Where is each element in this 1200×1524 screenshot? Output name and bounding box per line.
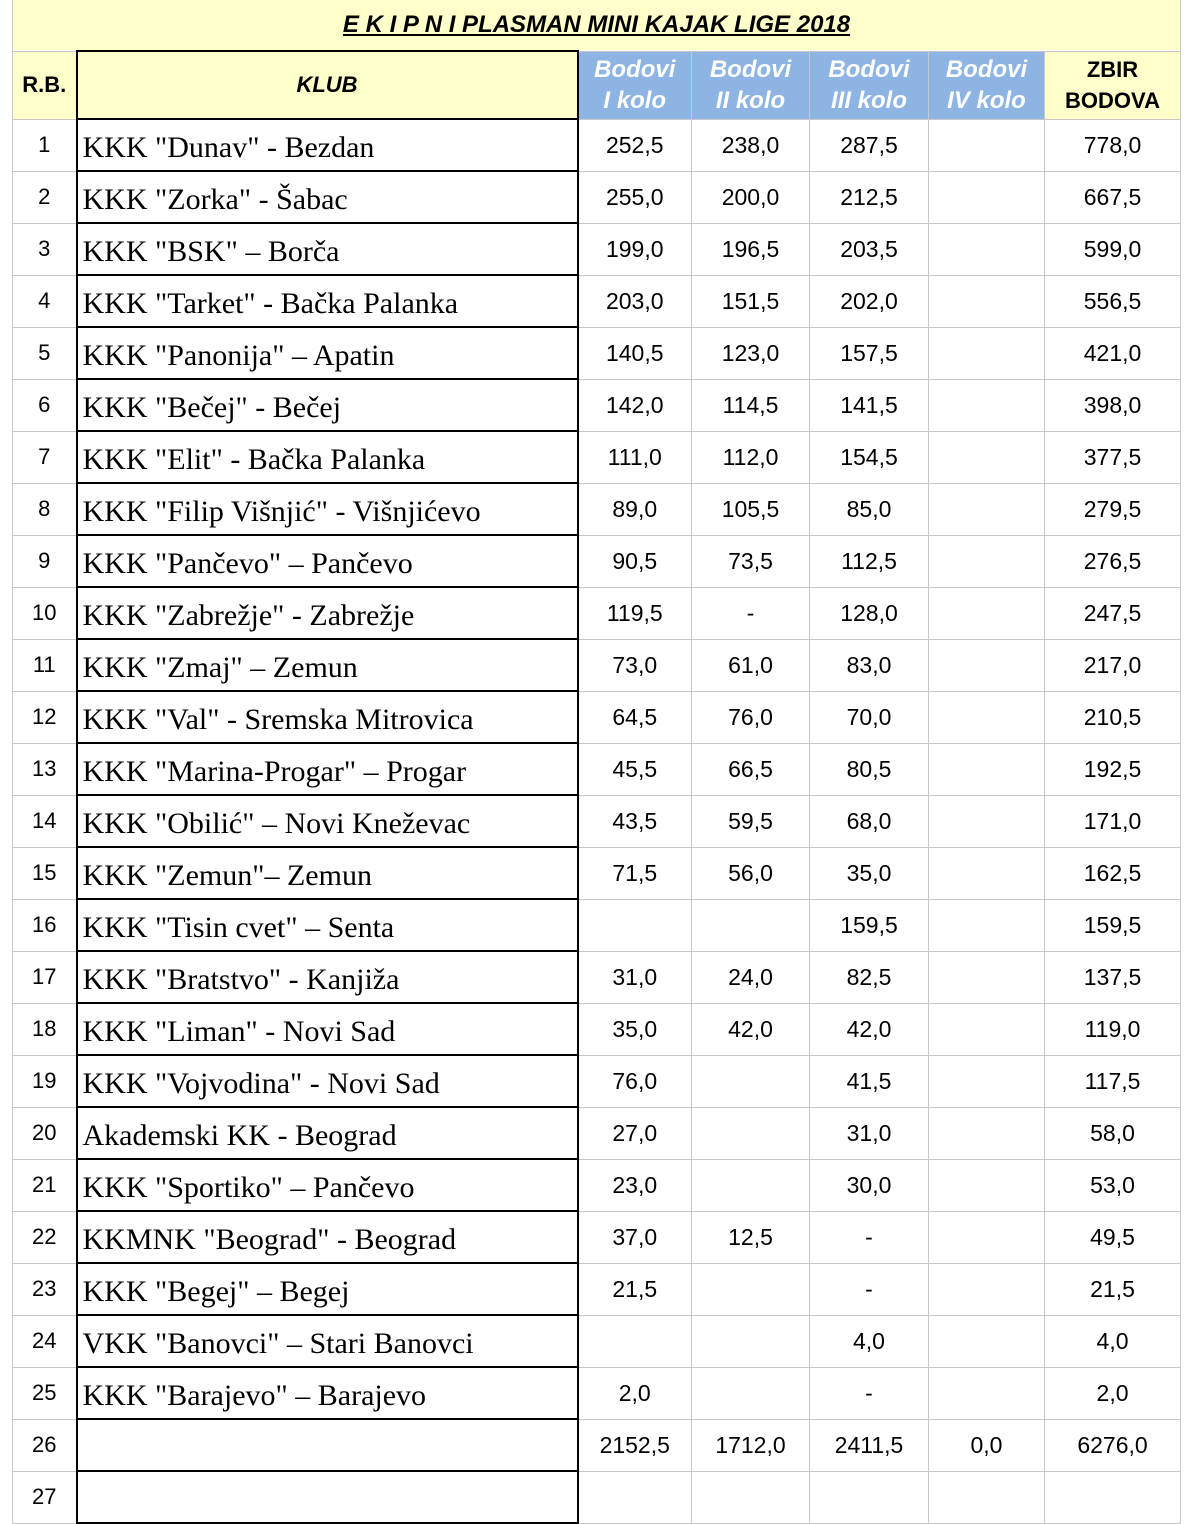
table-row — [13, 1211, 1181, 1263]
table-row — [13, 1367, 1181, 1419]
round-2-cell: 123,0 — [692, 327, 810, 379]
rank-cell: 15 — [13, 847, 77, 899]
total-cell: 778,0 — [1045, 119, 1181, 171]
round-1-cell: 142,0 — [578, 379, 692, 431]
header-zbir — [1045, 51, 1181, 119]
round-4-cell — [929, 119, 1045, 171]
club-cell: VKK "Banovci" – Stari Banovci — [77, 1315, 578, 1367]
club-cell: KKK "Barajevo" – Barajevo — [77, 1367, 578, 1419]
round-1-cell: 27,0 — [578, 1107, 692, 1159]
rank-cell: 25 — [13, 1367, 77, 1419]
table-row — [13, 587, 1181, 639]
club-cell: KKK "Zmaj" – Zemun — [77, 639, 578, 691]
round-2-cell — [692, 1315, 810, 1367]
rank-cell: 4 — [13, 275, 77, 327]
total-cell: 21,5 — [1045, 1263, 1181, 1315]
rank-cell: 12 — [13, 691, 77, 743]
round-1-cell: 45,5 — [578, 743, 692, 795]
total-cell: 137,5 — [1045, 951, 1181, 1003]
club-cell: KKK "Pančevo" – Pančevo — [77, 535, 578, 587]
table-row — [13, 639, 1181, 691]
rank-cell: 26 — [13, 1419, 77, 1471]
round-2-cell: 73,5 — [692, 535, 810, 587]
round-3-cell: 35,0 — [810, 847, 929, 899]
round-2-cell: 56,0 — [692, 847, 810, 899]
club-cell: KKK "Begej" – Begej — [77, 1263, 578, 1315]
total-cell: 49,5 — [1045, 1211, 1181, 1263]
table-row — [13, 379, 1181, 431]
rank-cell: 9 — [13, 535, 77, 587]
table-title: E K I P N I PLASMAN MINI KAJAK LIGE 2018 — [13, 0, 1181, 51]
round-4-cell — [929, 639, 1045, 691]
round-2-cell: 61,0 — [692, 639, 810, 691]
round-1-cell: 199,0 — [578, 223, 692, 275]
table-row — [13, 327, 1181, 379]
round-4-cell — [929, 275, 1045, 327]
table-row — [13, 899, 1181, 951]
club-cell: KKK "Zorka" - Šabac — [77, 171, 578, 223]
table-row — [13, 1419, 1181, 1471]
header-round-4-line1: Bodovi — [945, 56, 1028, 83]
round-2-cell: 238,0 — [692, 119, 810, 171]
round-4-cell — [929, 171, 1045, 223]
round-2-cell — [692, 899, 810, 951]
round-3-cell: 80,5 — [810, 743, 929, 795]
club-cell: KKK "BSK" – Borča — [77, 223, 578, 275]
round-3-cell: 68,0 — [810, 795, 929, 847]
round-1-cell: 252,5 — [578, 119, 692, 171]
round-2-cell: - — [692, 587, 810, 639]
round-1-cell — [578, 899, 692, 951]
club-cell: Akademski KK - Beograd — [77, 1107, 578, 1159]
rank-cell: 13 — [13, 743, 77, 795]
club-cell: KKK "Obilić" – Novi Kneževac — [77, 795, 578, 847]
club-cell: KKK "Panonija" – Apatin — [77, 327, 578, 379]
rank-cell: 7 — [13, 431, 77, 483]
round-4-cell — [929, 1211, 1045, 1263]
table-row — [13, 223, 1181, 275]
round-2-cell — [692, 1367, 810, 1419]
table-row — [13, 431, 1181, 483]
round-2-cell: 24,0 — [692, 951, 810, 1003]
round-1-cell: 21,5 — [578, 1263, 692, 1315]
round-2-cell: 66,5 — [692, 743, 810, 795]
round-2-cell: 151,5 — [692, 275, 810, 327]
table-row — [13, 483, 1181, 535]
round-3-cell: 212,5 — [810, 171, 929, 223]
total-cell: 398,0 — [1045, 379, 1181, 431]
round-1-cell: 31,0 — [578, 951, 692, 1003]
total-cell: 276,5 — [1045, 535, 1181, 587]
total-cell: 192,5 — [1045, 743, 1181, 795]
round-3-cell: 85,0 — [810, 483, 929, 535]
header-round-3-line1: Bodovi — [828, 56, 910, 83]
total-cell: 377,5 — [1045, 431, 1181, 483]
table-row — [13, 275, 1181, 327]
rank-cell: 27 — [13, 1471, 77, 1523]
round-4-cell — [929, 899, 1045, 951]
table-row — [13, 1159, 1181, 1211]
table-row — [13, 951, 1181, 1003]
club-cell: KKK "Zabrežje" - Zabrežje — [77, 587, 578, 639]
round-2-cell — [692, 1159, 810, 1211]
club-cell: KKK "Filip Višnjić" - Višnjićevo — [77, 483, 578, 535]
club-cell: KKK "Elit" - Bačka Palanka — [77, 431, 578, 483]
club-cell — [77, 1471, 578, 1523]
round-1-cell: 23,0 — [578, 1159, 692, 1211]
rank-cell: 10 — [13, 587, 77, 639]
total-cell: 667,5 — [1045, 171, 1181, 223]
round-2-cell: 59,5 — [692, 795, 810, 847]
table-row — [13, 743, 1181, 795]
round-1-cell: 43,5 — [578, 795, 692, 847]
round-1-cell: 90,5 — [578, 535, 692, 587]
header-zbir-line1: ZBIR — [1086, 57, 1139, 82]
club-cell: KKK "Vojvodina" - Novi Sad — [77, 1055, 578, 1107]
table-row — [13, 1263, 1181, 1315]
round-3-cell: - — [810, 1263, 929, 1315]
total-cell: 53,0 — [1045, 1159, 1181, 1211]
total-cell: 599,0 — [1045, 223, 1181, 275]
round-4-cell — [929, 379, 1045, 431]
round-2-cell: 105,5 — [692, 483, 810, 535]
round-2-cell: 196,5 — [692, 223, 810, 275]
club-cell: KKK "Liman" - Novi Sad — [77, 1003, 578, 1055]
round-3-cell: 154,5 — [810, 431, 929, 483]
club-cell: KKK "Sportiko" – Pančevo — [77, 1159, 578, 1211]
total-cell — [1045, 1471, 1181, 1523]
round-4-cell — [929, 327, 1045, 379]
rank-cell: 1 — [13, 119, 77, 171]
round-2-cell — [692, 1055, 810, 1107]
total-cell: 171,0 — [1045, 795, 1181, 847]
standings-table — [12, 0, 1181, 1524]
header-round-2-line2: II kolo — [715, 87, 786, 114]
round-4-cell — [929, 951, 1045, 1003]
total-cell: 58,0 — [1045, 1107, 1181, 1159]
round-3-cell: 128,0 — [810, 587, 929, 639]
total-cell: 217,0 — [1045, 639, 1181, 691]
round-2-cell — [692, 1471, 810, 1523]
round-3-cell: 203,5 — [810, 223, 929, 275]
rank-cell: 17 — [13, 951, 77, 1003]
round-2-cell: 200,0 — [692, 171, 810, 223]
round-1-cell: 2152,5 — [578, 1419, 692, 1471]
table-row — [13, 1055, 1181, 1107]
round-4-cell — [929, 587, 1045, 639]
header-row — [13, 51, 1181, 119]
total-cell: 247,5 — [1045, 587, 1181, 639]
round-3-cell: - — [810, 1211, 929, 1263]
round-4-cell — [929, 1159, 1045, 1211]
header-round-1-line1: Bodovi — [594, 56, 676, 83]
round-4-cell — [929, 1107, 1045, 1159]
rank-cell: 2 — [13, 171, 77, 223]
round-3-cell: 42,0 — [810, 1003, 929, 1055]
round-4-cell — [929, 691, 1045, 743]
total-cell: 4,0 — [1045, 1315, 1181, 1367]
round-4-cell — [929, 1471, 1045, 1523]
table-row — [13, 691, 1181, 743]
header-zbir-line2: BODOVA — [1065, 88, 1160, 113]
round-1-cell: 37,0 — [578, 1211, 692, 1263]
rank-cell: 21 — [13, 1159, 77, 1211]
round-3-cell: 141,5 — [810, 379, 929, 431]
round-3-cell: 202,0 — [810, 275, 929, 327]
round-2-cell: 112,0 — [692, 431, 810, 483]
round-3-cell — [810, 1471, 929, 1523]
club-cell: KKK "Val" - Sremska Mitrovica — [77, 691, 578, 743]
club-cell: KKK "Dunav" - Bezdan — [77, 119, 578, 171]
round-4-cell — [929, 743, 1045, 795]
round-1-cell: 73,0 — [578, 639, 692, 691]
round-3-cell: 31,0 — [810, 1107, 929, 1159]
round-1-cell: 119,5 — [578, 587, 692, 639]
total-cell: 556,5 — [1045, 275, 1181, 327]
table-row — [13, 1471, 1181, 1523]
round-2-cell — [692, 1107, 810, 1159]
table-row — [13, 1315, 1181, 1367]
round-4-cell — [929, 847, 1045, 899]
round-3-cell: 159,5 — [810, 899, 929, 951]
table-row — [13, 171, 1181, 223]
round-3-cell: 2411,5 — [810, 1419, 929, 1471]
rank-cell: 5 — [13, 327, 77, 379]
club-cell: KKK "Bratstvo" - Kanjiža — [77, 951, 578, 1003]
rank-cell: 23 — [13, 1263, 77, 1315]
round-1-cell: 35,0 — [578, 1003, 692, 1055]
rank-cell: 14 — [13, 795, 77, 847]
round-1-cell: 76,0 — [578, 1055, 692, 1107]
header-round-4-line2: IV kolo — [947, 87, 1026, 114]
total-cell: 162,5 — [1045, 847, 1181, 899]
table-row — [13, 1003, 1181, 1055]
round-3-cell: 83,0 — [810, 639, 929, 691]
club-cell: KKK "Tisin cvet" – Senta — [77, 899, 578, 951]
round-1-cell: 111,0 — [578, 431, 692, 483]
rank-cell: 22 — [13, 1211, 77, 1263]
round-1-cell: 64,5 — [578, 691, 692, 743]
table-row — [13, 119, 1181, 171]
rank-cell: 20 — [13, 1107, 77, 1159]
round-4-cell — [929, 535, 1045, 587]
total-cell: 119,0 — [1045, 1003, 1181, 1055]
header-round-2-line1: Bodovi — [709, 56, 792, 83]
rank-cell: 6 — [13, 379, 77, 431]
total-cell: 117,5 — [1045, 1055, 1181, 1107]
rank-cell: 18 — [13, 1003, 77, 1055]
rank-cell: 3 — [13, 223, 77, 275]
round-4-cell — [929, 431, 1045, 483]
round-2-cell: 1712,0 — [692, 1419, 810, 1471]
club-cell: KKK "Tarket" - Bačka Palanka — [77, 275, 578, 327]
total-cell: 6276,0 — [1045, 1419, 1181, 1471]
total-cell: 159,5 — [1045, 899, 1181, 951]
rank-cell: 8 — [13, 483, 77, 535]
round-1-cell: 2,0 — [578, 1367, 692, 1419]
rank-cell: 11 — [13, 639, 77, 691]
round-4-cell — [929, 1263, 1045, 1315]
header-rb: R.B. — [13, 51, 77, 119]
round-3-cell: 70,0 — [810, 691, 929, 743]
rank-cell: 19 — [13, 1055, 77, 1107]
round-4-cell — [929, 1367, 1045, 1419]
round-3-cell: 41,5 — [810, 1055, 929, 1107]
round-4-cell: 0,0 — [929, 1419, 1045, 1471]
round-3-cell: - — [810, 1367, 929, 1419]
round-4-cell — [929, 483, 1045, 535]
round-4-cell — [929, 1003, 1045, 1055]
round-3-cell: 112,5 — [810, 535, 929, 587]
header-round-2 — [692, 51, 810, 119]
round-1-cell: 89,0 — [578, 483, 692, 535]
header-round-4 — [929, 51, 1045, 119]
club-cell: KKK "Marina-Progar" – Progar — [77, 743, 578, 795]
table-row — [13, 847, 1181, 899]
round-4-cell — [929, 1055, 1045, 1107]
club-cell: KKK "Bečej" - Bečej — [77, 379, 578, 431]
rank-cell: 16 — [13, 899, 77, 951]
header-round-1 — [578, 51, 692, 119]
rank-cell: 24 — [13, 1315, 77, 1367]
round-4-cell — [929, 1315, 1045, 1367]
round-1-cell: 140,5 — [578, 327, 692, 379]
table-row — [13, 535, 1181, 587]
round-3-cell: 82,5 — [810, 951, 929, 1003]
round-3-cell: 4,0 — [810, 1315, 929, 1367]
total-cell: 421,0 — [1045, 327, 1181, 379]
round-2-cell: 76,0 — [692, 691, 810, 743]
table-row — [13, 1107, 1181, 1159]
club-cell: KKK "Zemun"– Zemun — [77, 847, 578, 899]
round-1-cell: 71,5 — [578, 847, 692, 899]
total-cell: 2,0 — [1045, 1367, 1181, 1419]
total-cell: 210,5 — [1045, 691, 1181, 743]
header-klub: KLUB — [77, 51, 578, 119]
total-cell: 279,5 — [1045, 483, 1181, 535]
round-1-cell — [578, 1315, 692, 1367]
round-1-cell — [578, 1471, 692, 1523]
round-2-cell: 12,5 — [692, 1211, 810, 1263]
round-3-cell: 287,5 — [810, 119, 929, 171]
header-round-1-line2: I kolo — [603, 87, 667, 114]
round-2-cell: 114,5 — [692, 379, 810, 431]
round-2-cell: 42,0 — [692, 1003, 810, 1055]
club-cell — [77, 1419, 578, 1471]
round-1-cell: 203,0 — [578, 275, 692, 327]
round-1-cell: 255,0 — [578, 171, 692, 223]
round-3-cell: 30,0 — [810, 1159, 929, 1211]
header-round-3 — [810, 51, 929, 119]
round-3-cell: 157,5 — [810, 327, 929, 379]
title-row — [13, 0, 1181, 51]
header-round-3-line2: III kolo — [830, 87, 907, 114]
round-4-cell — [929, 795, 1045, 847]
round-2-cell — [692, 1263, 810, 1315]
table-row — [13, 795, 1181, 847]
club-cell: KKMNK "Beograd" - Beograd — [77, 1211, 578, 1263]
round-4-cell — [929, 223, 1045, 275]
